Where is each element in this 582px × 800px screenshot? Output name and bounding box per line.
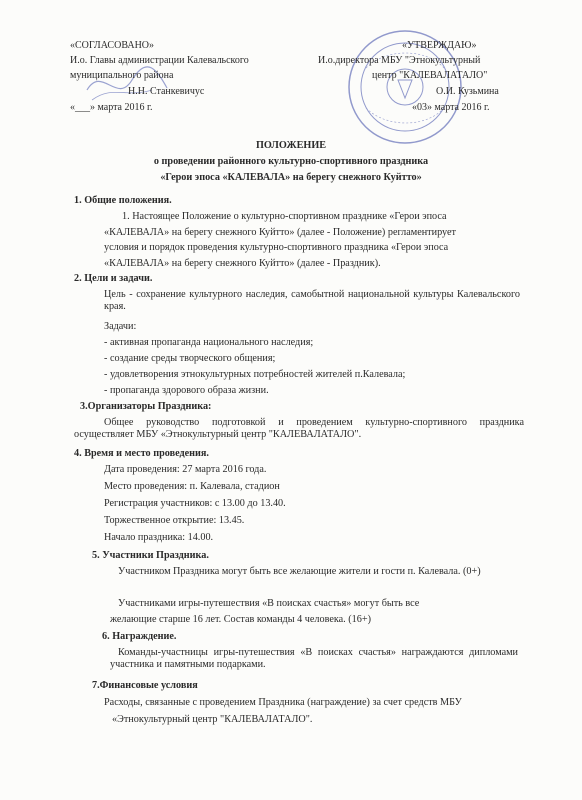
confirmed-date: «03» марта 2016 г. — [412, 102, 490, 113]
section-7-line-2: «Этнокультурный центр "КАЛЕВАЛАТАЛО". — [112, 714, 313, 725]
section-6-text: Команды-участницы игры-путешествия «В поисках счастья» награждаются дипломами участника и памятными подарками. — [110, 647, 518, 670]
section-2-task-3: - удовлетворения этнокультурных потребностей жителей п.Калевала; — [104, 369, 406, 380]
section-3-heading: 3.Организаторы Праздника: — [80, 401, 212, 412]
section-5-heading: 5. Участники Праздника. — [92, 550, 209, 561]
doc-subtitle: о проведении районного культурно-спортивного праздника — [153, 156, 429, 167]
approved-name: Н.Н. Станкевичус — [128, 86, 205, 97]
section-2-tasks-label: Задачи: — [104, 321, 137, 332]
section-2-task-1: - активная пропаганда национального наследия; — [104, 337, 314, 348]
section-4-registration: Регистрация участников: с 13.00 до 13.40. — [104, 498, 286, 509]
section-5-paragraph-2b: желающие старше 16 лет. Состав команды 4 человека. (16+) — [110, 614, 371, 625]
doc-title: ПОЛОЖЕНИЕ — [255, 140, 327, 151]
approved-position: И.о. Главы администрации Калевальского — [70, 55, 249, 66]
confirmed-label: «УТВЕРЖДАЮ» — [402, 40, 477, 51]
section-4-start: Начало праздника: 14.00. — [104, 532, 214, 543]
approved-district: муниципального района — [70, 70, 174, 81]
confirmed-position: И.о.директора МБУ "Этнокультурный — [318, 55, 481, 66]
section-4-place: Место проведения: п. Калевала, стадион — [104, 481, 280, 492]
section-1-line-2: «КАЛЕВАЛА» на берегу снежного Куйтто» (далее - Положение) регламентирует — [104, 227, 456, 238]
section-5-paragraph-1: Участником Праздника могут быть все желающие жители и гости п. Калевала. (0+) — [118, 566, 481, 577]
section-2-heading: 2. Цели и задачи. — [74, 273, 153, 284]
confirmed-org: центр "КАЛЕВАЛАТАЛО" — [372, 70, 488, 81]
section-5-paragraph-2a: Участниками игры-путешествия «В поисках счастья» могут быть все — [118, 598, 420, 609]
approved-date: «___» марта 2016 г. — [70, 102, 153, 113]
approved-label: «СОГЛАСОВАНО» — [70, 40, 155, 51]
confirmed-name: О.И. Кузьмина — [436, 86, 499, 97]
section-4-heading: 4. Время и место проведения. — [74, 448, 209, 459]
section-2-task-2: - создание среды творческого общения; — [104, 353, 276, 364]
section-2-goal: Цель - сохранение культурного наследия, самобытной национальной культуры Калевальского края. — [104, 289, 520, 312]
section-6-heading: 6. Награждение. — [102, 631, 177, 642]
section-7-line-1: Расходы, связанные с проведением Праздника (награждение) за счет средств МБУ — [104, 697, 462, 708]
section-3-text: Общее руководство подготовкой и проведением культурно-спортивного праздника осуществляет МБУ «Этнокультурный центр "КАЛЕВАЛАТАЛО". — [74, 417, 524, 440]
section-4-opening: Торжественное открытие: 13.45. — [104, 515, 245, 526]
section-1-line-4: «КАЛЕВАЛА» на берегу снежного Куйтто» (далее - Праздник). — [104, 258, 381, 269]
section-4-date: Дата проведения: 27 марта 2016 года. — [104, 464, 267, 475]
section-1-heading: 1. Общие положения. — [74, 195, 172, 206]
section-1-line-1: 1. Настоящее Положение о культурно-спортивном празднике «Герои эпоса — [122, 211, 447, 222]
doc-subtitle-2: «Герои эпоса «КАЛЕВАЛА» на берегу снежного Куйтто» — [160, 172, 422, 183]
section-7-heading: 7.Финансовые условия — [92, 680, 198, 691]
section-2-task-4: - пропаганда здорового образа жизни. — [104, 385, 269, 396]
section-1-line-3: условия и порядок проведения культурно-спортивного праздника «Герои эпоса — [104, 242, 449, 253]
